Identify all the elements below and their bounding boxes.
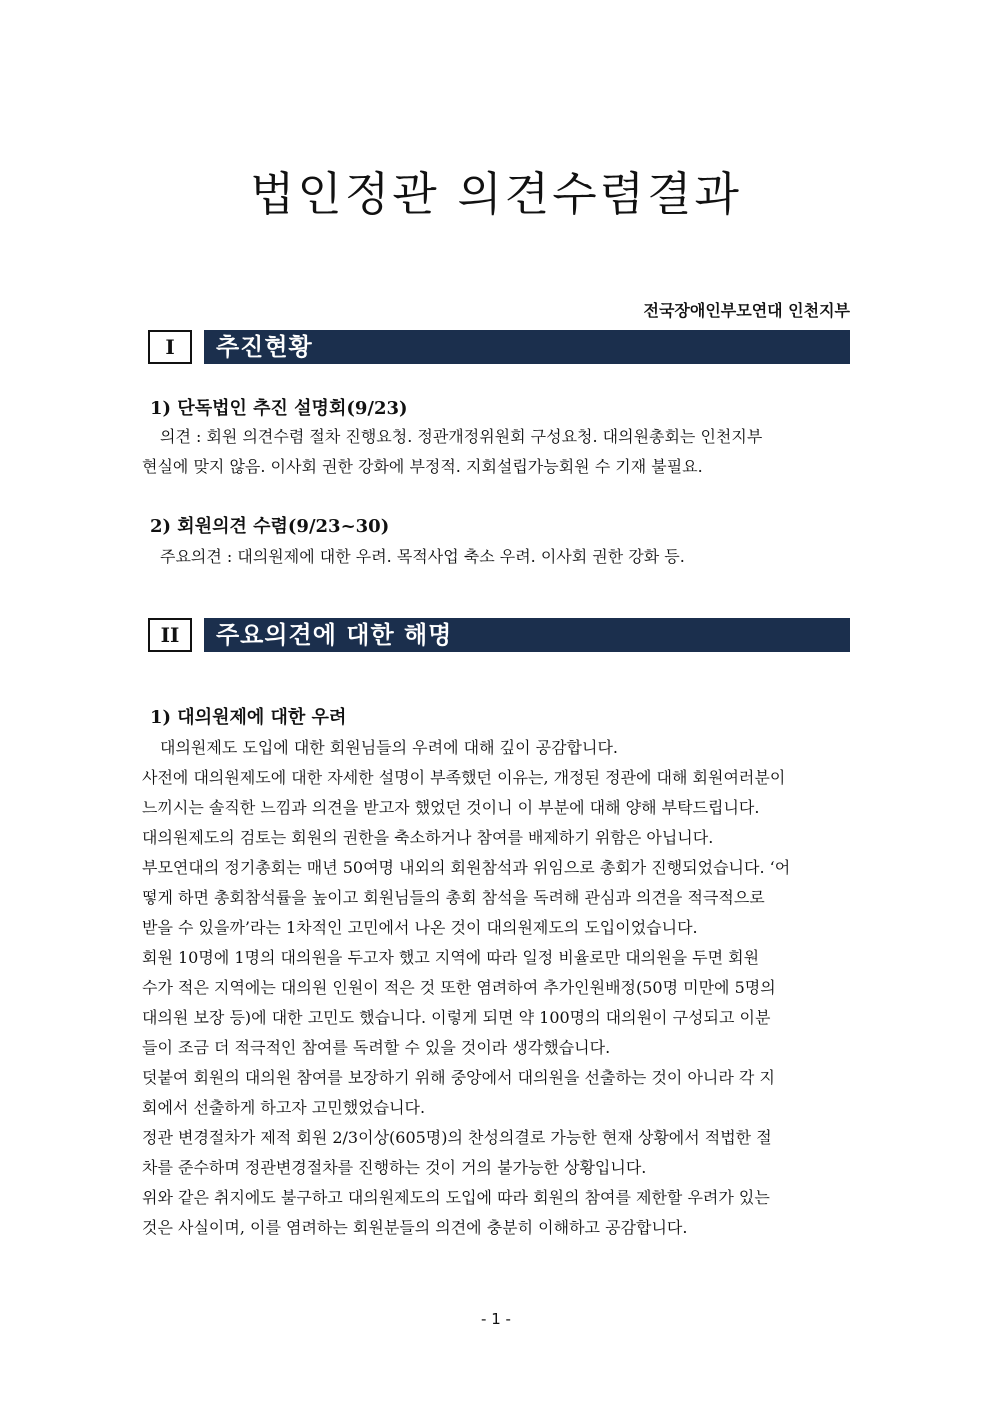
section-heading: 추진현황 [204,330,850,364]
subsection-body [142,542,850,572]
text-line: 회에서 선출하게 하고자 고민했었습니다. [142,1098,426,1117]
section-number: I [148,330,192,364]
text-line: 의견 : 회원 의견수렴 절차 진행요청. 정관개정위원회 구성요청. 대의원총회는 인천지부 [160,427,763,446]
text-line: 대의원제도의 검토는 회원의 권한을 축소하거나 참여를 배제하기 위함은 아닙니다. [142,828,714,847]
document-title: 법인정관 의견수렴결과 [250,167,742,221]
text-line: 사전에 대의원제도에 대한 자세한 설명이 부족했던 이유는, 개정된 정관에 대해 회원여러분이 [142,768,786,787]
text-line: 대의원 보장 등)에 대한 고민도 했습니다. 이렇게 되면 약 100명의 대의원이 구성되고 이분 [142,1008,771,1027]
text-line: 것은 사실이며, 이를 염려하는 회원분들의 의견에 충분히 이해하고 공감합니다. [142,1218,688,1237]
text-line: 받을 수 있을까’라는 1차적인 고민에서 나온 것이 대의원제도의 도입이었습니다. [142,918,698,937]
text-line: 대의원제도 도입에 대한 회원님들의 우려에 대해 깊이 공감합니다. [160,738,619,757]
text-line: 떻게 하면 총회참석률을 높이고 회원님들의 총회 참석을 독려해 관심과 의견을 적극적으로 [142,888,765,907]
subsection-title: 1) 단독법인 추진 설명회(9/23) [150,398,408,419]
page-number: - 1 - [481,1310,511,1328]
subsection-body [142,422,850,482]
text-line: 덧붙여 회원의 대의원 참여를 보장하기 위해 중앙에서 대의원을 선출하는 것이 아니라 각 지 [142,1068,775,1087]
text-line: 현실에 맞지 않음. 이사회 권한 강화에 부정적. 지회설립가능회원 수 기재 불필요. [142,457,703,476]
text-line: 주요의견 : 대의원제에 대한 우려. 목적사업 축소 우려. 이사회 권한 강화 등. [160,547,685,566]
text-line: 차를 준수하며 정관변경절차를 진행하는 것이 거의 불가능한 상황입니다. [142,1158,647,1177]
subsection-body [142,733,850,1243]
text-line: 정관 변경절차가 제적 회원 2/3이상(605명)의 찬성의결로 가능한 현재 상황에서 적법한 절 [142,1128,772,1147]
text-line: 부모연대의 정기총회는 매년 50여명 내외의 회원참석과 위임으로 총회가 진행되었습니다. ‘어 [142,858,791,877]
section-number: II [148,618,192,652]
text-line: 들이 조금 더 적극적인 참여를 독려할 수 있을 것이라 생각했습니다. [142,1038,611,1057]
text-line: 회원 10명에 1명의 대의원을 두고자 했고 지역에 따라 일정 비율로만 대의원을 두면 회원 [142,948,760,967]
section-header-2 [148,618,850,652]
section-header-1 [148,330,850,364]
subsection-title: 1) 대의원제에 대한 우려 [150,707,347,728]
subsection-title: 2) 회원의견 수렴(9/23~30) [150,516,390,537]
text-line: 위와 같은 취지에도 불구하고 대의원제도의 도입에 따라 회원의 참여를 제한할 우려가 있는 [142,1188,770,1207]
text-line: 수가 적은 지역에는 대의원 인원이 적은 것 또한 염려하여 추가인원배정(50명 미만에 5명의 [142,978,776,997]
text-line: 느끼시는 솔직한 느낌과 의견을 받고자 했었던 것이니 이 부분에 대해 양해 부탁드립니다. [142,798,760,817]
section-heading: 주요의견에 대한 해명 [204,618,850,652]
organization-name: 전국장애인부모연대 인천지부 [643,301,850,320]
